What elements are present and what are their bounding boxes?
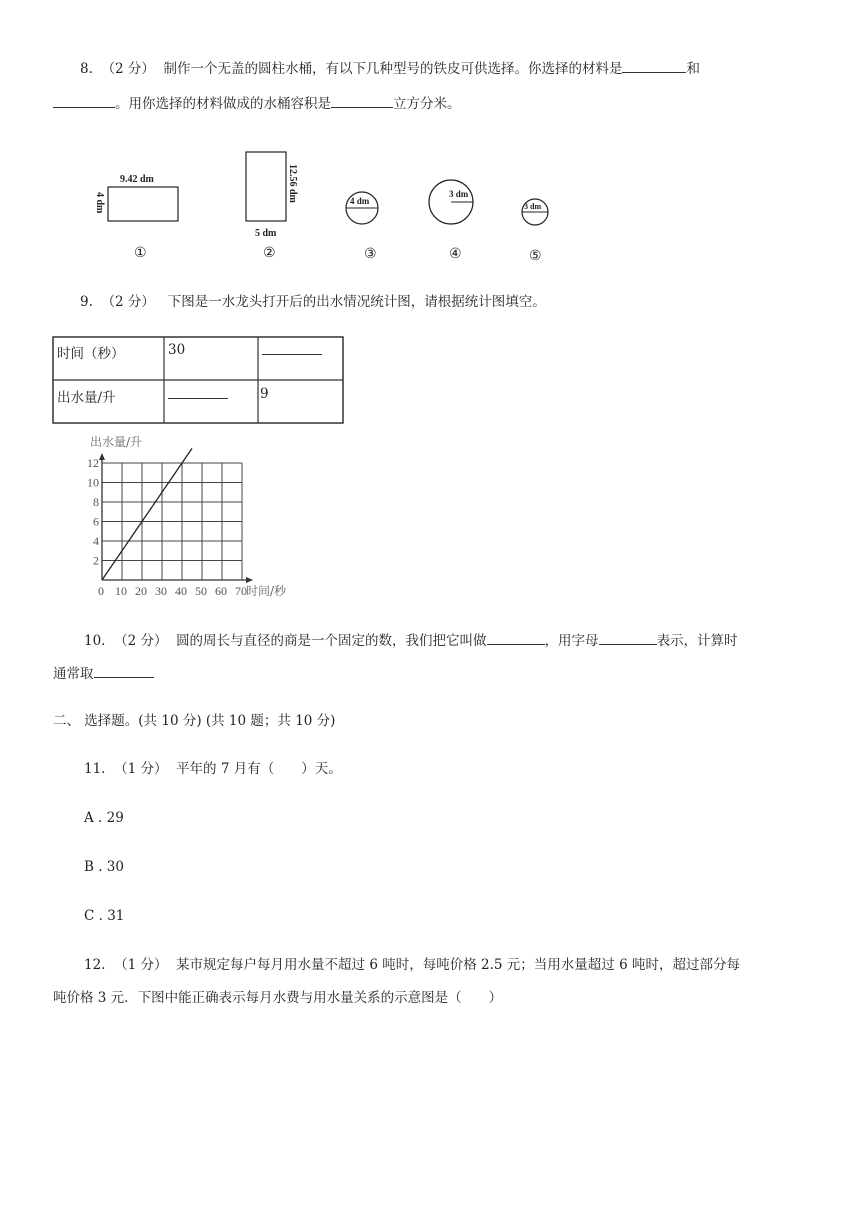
q10-number: 10. (84, 633, 106, 649)
material-3-label: 4 dm (350, 196, 370, 206)
q12-score: （1 分） (114, 957, 168, 973)
material-1-width-label: 9.42 dm (120, 174, 154, 185)
material-1-rectangle (108, 187, 178, 221)
material-2-width-label: 5 dm (255, 228, 277, 239)
q12-line-2: 吨价格 3 元．下图中能正确表示每月水费与用水量关系的示意图是（ ） (53, 990, 503, 1006)
chart-y-tick-label-6: 6 (93, 514, 99, 529)
q9-water-flow-chart (80, 430, 310, 602)
q10-answer-blank-1[interactable] (487, 630, 545, 645)
table-water-answer-blank[interactable] (168, 384, 228, 399)
chart-x-axis-label: 时间/秒 (246, 584, 287, 598)
q8-and: 和 (686, 61, 700, 77)
q11-number: 11. (84, 761, 106, 777)
q8-answer-blank-2[interactable] (53, 93, 115, 108)
chart-x-axis-arrow (246, 577, 253, 583)
marker-2: ② (263, 246, 276, 261)
q8-text-a: 制作一个无盖的圆柱水桶，有以下几种型号的铁皮可供选择。你选择的材料是 (163, 61, 623, 77)
q10-answer-blank-3[interactable] (94, 663, 154, 678)
q8-line-1 (80, 58, 700, 79)
chart-y-tick-label-10: 10 (87, 475, 99, 490)
q9-number: 9. (80, 294, 93, 310)
q8-score: （2 分） (101, 61, 155, 77)
q8-answer-blank-1[interactable] (622, 58, 686, 73)
marker-5: ⑤ (529, 249, 542, 264)
q12-line-1 (84, 955, 740, 975)
q10-score: （2 分） (114, 633, 168, 649)
chart-x-tick-label-10: 10 (115, 584, 127, 598)
q10-line-2 (53, 663, 154, 684)
table-time-value: 30 (168, 342, 186, 358)
chart-x-tick-label-60: 60 (215, 584, 227, 598)
chart-y-tick-label-4: 4 (93, 534, 99, 548)
q11-option-a[interactable]: A . 29 (84, 810, 124, 826)
chart-x-tick-label-70: 70 (235, 584, 247, 598)
chart-y-tick-label-8: 8 (93, 495, 99, 509)
q12-text-a: 某市规定每户每月用水量不超过 6 吨时，每吨价格 2.5 元；当用水量超过 6 吨时，超过部分每 (176, 957, 740, 973)
table-header-water: 出水量/升 (57, 390, 116, 406)
q9-line (80, 292, 546, 312)
chart-x-tick-label-20: 20 (135, 584, 147, 598)
q10-answer-blank-2[interactable] (599, 630, 657, 645)
chart-y-tick-label-2: 2 (93, 553, 99, 568)
material-5-label: 3 dm (524, 202, 542, 211)
chart-x-tick-label-30: 30 (155, 584, 167, 598)
marker-1: ① (134, 246, 147, 261)
material-2-height-label: 12.56 dm (287, 164, 298, 203)
q10-text-b: ，用字母 (544, 633, 599, 649)
q9-score: （2 分） (101, 294, 155, 310)
material-1-height-label: 4 dm (94, 192, 105, 214)
chart-x-tick-label-50: 50 (195, 584, 207, 598)
chart-y-axis-label: 出水量/升 (90, 435, 143, 449)
material-4-label: 3 dm (449, 189, 469, 199)
q10-line-1 (84, 630, 738, 651)
q11-option-c[interactable]: C . 31 (84, 908, 125, 924)
q10-text-d: 通常取 (53, 666, 94, 682)
table-water-value: 9 (260, 386, 269, 402)
section-2-title: 二、 选择题。(共 10 分) (共 10 题；共 10 分) (53, 713, 336, 729)
q8-unit: 立方分米。 (393, 96, 461, 112)
chart-x-tick-label-40: 40 (175, 584, 187, 598)
table-time-answer-blank[interactable] (262, 340, 322, 355)
q8-line-2 (53, 93, 461, 114)
q10-text-a: 圆的周长与直径的商是一个固定的数，我们把它叫做 (176, 633, 487, 649)
marker-3: ③ (364, 247, 377, 262)
q11-text: 平年的 7 月有（ ）天。 (176, 761, 342, 777)
table-water-blank-cell (168, 384, 228, 403)
q11-option-b[interactable]: B . 30 (84, 859, 124, 875)
chart-x-tick-label-0: 0 (98, 584, 104, 598)
marker-4: ④ (449, 247, 462, 262)
table-header-time: 时间（秒） (57, 346, 125, 362)
q8-answer-blank-3[interactable] (331, 93, 393, 108)
q8-number: 8. (80, 61, 93, 77)
material-2-rectangle (246, 152, 286, 221)
chart-y-axis-arrow (99, 453, 105, 460)
q10-text-c: 表示，计算时 (656, 633, 738, 649)
chart-y-tick-label-12: 12 (87, 456, 99, 470)
q9-text: 下图是一水龙头打开后的出水情况统计图，请根据统计图填空。 (167, 294, 546, 310)
q12-number: 12. (84, 957, 106, 973)
q11-score: （1 分） (114, 761, 168, 777)
q8-text-b: 。用你选择的材料做成的水桶容积是 (115, 96, 331, 112)
table-time-blank-cell (262, 340, 322, 359)
q11-line (84, 759, 342, 779)
q8-materials-figure (80, 140, 580, 270)
